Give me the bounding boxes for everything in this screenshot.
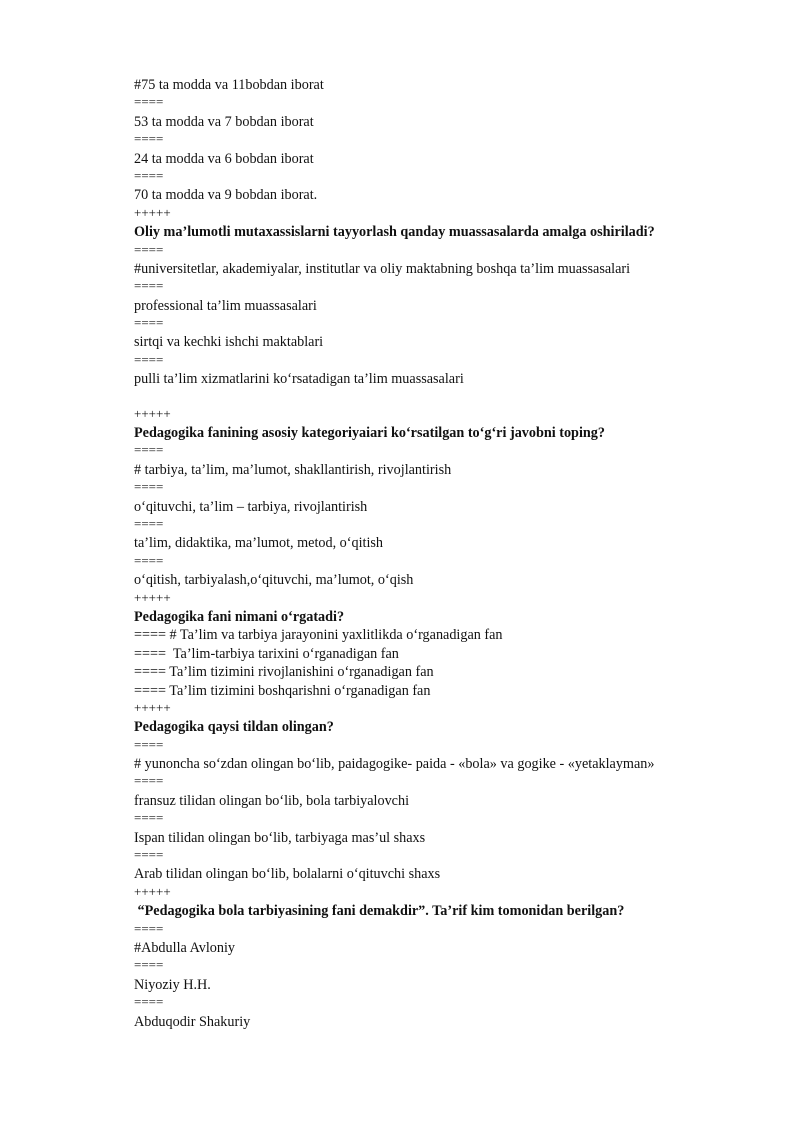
question-heading: Pedagogika fanining asosiy kategoriyaiari ko‘rsatilgan to‘g‘ri javobni toping? <box>134 425 605 442</box>
separator-line: ==== <box>134 515 164 531</box>
answer-line: #universitetlar, akademiyalar, institutlar va oliy maktabning boshqa ta’lim muassasalari <box>134 260 631 277</box>
separator-line: ==== <box>134 810 164 826</box>
separator-line: ==== <box>134 479 164 495</box>
answer-line: Ispan tilidan olingan bo‘lib, tarbiyaga mas’ul shaxs <box>134 829 426 846</box>
answer-line: ==== Ta’lim tizimini rivojlanishini o‘rganadigan fan <box>134 664 434 681</box>
question-delimiter: +++++ <box>134 589 171 605</box>
question-delimiter: +++++ <box>134 405 171 421</box>
separator-line: ==== <box>134 994 164 1010</box>
separator-line: ==== <box>134 167 164 183</box>
answer-line: o‘qituvchi, ta’lim – tarbiya, rivojlantirish <box>134 498 368 515</box>
answer-line: 53 ta modda va 7 bobdan iborat <box>134 113 314 130</box>
separator-line: ==== <box>134 278 164 294</box>
separator-line: ==== <box>134 442 164 458</box>
answer-line: ta’lim, didaktika, ma’lumot, metod, o‘qitish <box>134 535 384 552</box>
answer-line: pulli ta’lim xizmatlarini ko‘rsatadigan ta’lim muassasalari <box>134 371 464 388</box>
question-delimiter: +++++ <box>134 204 171 220</box>
separator-line: ==== <box>134 131 164 147</box>
answer-line: 24 ta modda va 6 bobdan iborat <box>134 150 314 167</box>
question-delimiter: +++++ <box>134 699 171 715</box>
answer-line: # yunoncha so‘zdan olingan bo‘lib, paidagogike- paida - «bola» va gogike - «yetaklayman» <box>134 756 655 773</box>
answer-line: sirtqi va kechki ishchi maktablari <box>134 334 324 351</box>
answer-line: o‘qitish, tarbiyalash,o‘qituvchi, ma’lumot, o‘qish <box>134 572 414 589</box>
answer-line: fransuz tilidan olingan bo‘lib, bola tarbiyalovchi <box>134 792 410 809</box>
answer-line: ==== Ta’lim tizimini boshqarishni o‘rganadigan fan <box>134 682 431 699</box>
question-heading: Oliy ma’lumotli mutaxassislarni tayyorlash qanday muassasalarda amalga oshiriladi? <box>134 224 655 241</box>
question-delimiter: +++++ <box>134 883 171 899</box>
answer-line: Niyoziy H.H. <box>134 976 211 993</box>
separator-line: ==== <box>134 957 164 973</box>
separator-line: ==== <box>134 315 164 331</box>
separator-line: ==== <box>134 552 164 568</box>
answer-line: ==== # Ta’lim va tarbiya jarayonini yaxlitlikda o‘rganadigan fan <box>134 627 503 644</box>
separator-line: ==== <box>134 241 164 257</box>
answer-line: 70 ta modda va 9 bobdan iborat. <box>134 187 318 204</box>
separator-line: ==== <box>134 736 164 752</box>
answer-line: #75 ta modda va 11bobdan iborat <box>134 77 324 93</box>
separator-line: ==== <box>134 94 164 110</box>
question-heading: Pedagogika qaysi tildan olingan? <box>134 719 334 736</box>
answer-line: Abduqodir Shakuriy <box>134 1013 251 1030</box>
answer-line: professional ta’lim muassasalari <box>134 297 317 314</box>
separator-line: ==== <box>134 847 164 863</box>
separator-line: ==== <box>134 773 164 789</box>
document-page <box>134 76 754 1031</box>
separator-line: ==== <box>134 351 164 367</box>
question-heading: “Pedagogika bola tarbiyasining fani demakdir”. Ta’rif kim tomonidan berilgan? <box>134 903 625 920</box>
answer-line: ==== Ta’lim-tarbiya tarixini o‘rganadigan fan <box>134 645 399 662</box>
separator-line: ==== <box>134 920 164 936</box>
question-heading: Pedagogika fani nimani o‘rgatadi? <box>134 608 345 625</box>
answer-line: Arab tilidan olingan bo‘lib, bolalarni o‘qituvchi shaxs <box>134 866 441 883</box>
answer-line: #Abdulla Avloniy <box>134 939 236 956</box>
answer-line: # tarbiya, ta’lim, ma’lumot, shakllantirish, rivojlantirish <box>134 461 452 478</box>
